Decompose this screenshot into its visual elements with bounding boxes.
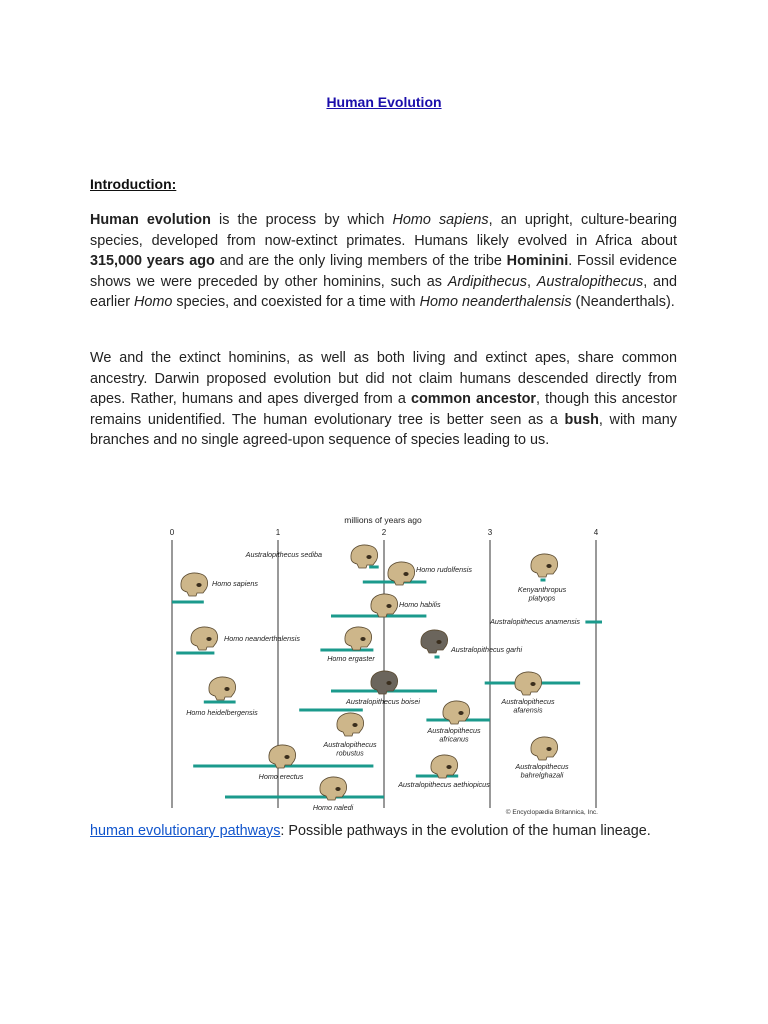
range-bar: [172, 601, 204, 604]
title-link[interactable]: Human Evolution: [326, 94, 442, 110]
species-label: Homo sapiens: [212, 579, 258, 588]
bold-term: Hominini: [506, 253, 569, 270]
species-label-line: africanus: [439, 734, 469, 744]
intro-paragraph-1: [90, 210, 677, 313]
text-run: . Fossil evidence shows we were preceded by other hominins, such as: [90, 253, 677, 290]
range-bar: [204, 701, 236, 704]
text-run: , with many branches and no single agreed-upon sequence of species leading to us.: [90, 411, 677, 449]
italic-term: Australopithecus: [536, 273, 644, 290]
range-bar: [585, 621, 602, 624]
figure-caption: [90, 821, 651, 841]
range-bar: [320, 649, 373, 652]
species-label: Homo habilis: [399, 600, 441, 609]
eye-socket: [530, 682, 535, 686]
eye-socket: [403, 572, 408, 576]
eye-socket: [386, 681, 391, 685]
eye-socket: [224, 687, 229, 691]
evolution-timeline-chart: [158, 508, 604, 820]
eye-socket: [366, 555, 371, 559]
species-label: Homo heidelbergensis: [186, 708, 258, 717]
species-label: Homo ergaster: [327, 654, 375, 663]
species-label-line: afarensis: [513, 705, 543, 715]
italic-term: Homo neanderthalensis: [419, 294, 572, 311]
eye-socket: [546, 564, 551, 568]
text-run: We and the extinct hominins, as well as both living and extinct apes, share common ancestry. Darwin proposed evolution but did not claim humans descended directly from apes. Rather, humans and apes diverged from a: [90, 350, 677, 408]
bold-term: Human evolution: [90, 212, 211, 228]
intro-heading: Introduction:: [90, 176, 177, 192]
chart-credit: © Encyclopædia Britannica, Inc.: [505, 809, 598, 816]
species-label: Australopithecus sediba: [245, 550, 322, 559]
text-run: , though this ancestor remains unidentified. The human evolutionary tree is better seen as a: [90, 391, 677, 428]
range-bar: [176, 652, 214, 655]
eye-socket: [546, 747, 551, 751]
range-bar: [435, 656, 440, 659]
species-label-line: Australopithecus: [427, 726, 481, 735]
eye-socket: [436, 640, 441, 644]
italic-term: Homo sapiens: [392, 212, 489, 228]
eye-socket: [284, 755, 289, 759]
species-label-line: Australopithecus: [501, 697, 555, 706]
eye-socket: [196, 583, 201, 587]
species-label: Australopithecus anamensis: [490, 617, 580, 626]
range-bar: [225, 796, 384, 799]
species-label: Australopithecus aethiopicus: [398, 780, 490, 789]
tick-label: 4: [593, 528, 599, 537]
species-label: Homo erectus: [258, 772, 304, 781]
species-label: [514, 762, 569, 780]
bold-term: common ancestor: [410, 391, 537, 408]
species-label-line: platyops: [528, 593, 556, 603]
italic-term: Ardipithecus: [447, 273, 527, 290]
intro-paragraph-2: [90, 348, 677, 451]
axis-title: millions of years ago: [344, 515, 422, 525]
eye-socket: [360, 637, 365, 641]
text-run: is the process by which: [210, 212, 393, 228]
species-label: Homo neanderthalensis: [224, 634, 300, 643]
eye-socket: [206, 637, 211, 641]
text-run: , and earlier: [90, 273, 677, 311]
evolution-chart-figure: [158, 508, 604, 820]
species-label: Homo rudolfensis: [416, 565, 472, 574]
eye-socket: [352, 723, 357, 727]
text-run: and are the only living members of the tribe: [214, 253, 507, 270]
species-label-line: Australopithecus: [515, 762, 569, 771]
text-run: ,: [526, 273, 537, 290]
species-label: Homo naledi: [312, 803, 354, 812]
species-label-line: robustus: [336, 748, 364, 758]
tick-label: 1: [275, 528, 281, 537]
italic-term: Homo: [134, 294, 173, 311]
tick-label: 2: [381, 528, 387, 537]
text-run: (Neanderthals).: [571, 294, 675, 311]
range-bar: [369, 566, 379, 569]
bold-term: bush: [564, 411, 599, 428]
species-label: Australopithecus boisei: [346, 697, 420, 706]
eye-socket: [386, 604, 391, 608]
eye-socket: [335, 787, 340, 791]
tick-label: 3: [487, 528, 493, 537]
tick-label: 0: [169, 528, 175, 537]
caption-text: : Possible pathways in the evolution of the human lineage.: [280, 823, 651, 839]
bold-term: 315,000 years ago: [90, 253, 215, 270]
range-bar: [541, 579, 546, 582]
species-label-line: Kenyanthropus: [517, 585, 567, 594]
text-run: , an upright, culture-bearing species, developed from now-extinct primates. Humans likely evolved in Africa about: [90, 212, 677, 249]
species-label-line: bahrelghazali: [520, 770, 564, 780]
caption-link[interactable]: human evolutionary pathways: [90, 823, 281, 839]
text-run: species, and coexisted for a time with: [172, 294, 420, 311]
document-title: [0, 94, 768, 110]
eye-socket: [458, 711, 463, 715]
eye-socket: [446, 765, 451, 769]
species-label: Australopithecus garhi: [451, 645, 523, 654]
range-bar: [299, 709, 363, 712]
species-label-line: Australopithecus: [323, 740, 377, 749]
